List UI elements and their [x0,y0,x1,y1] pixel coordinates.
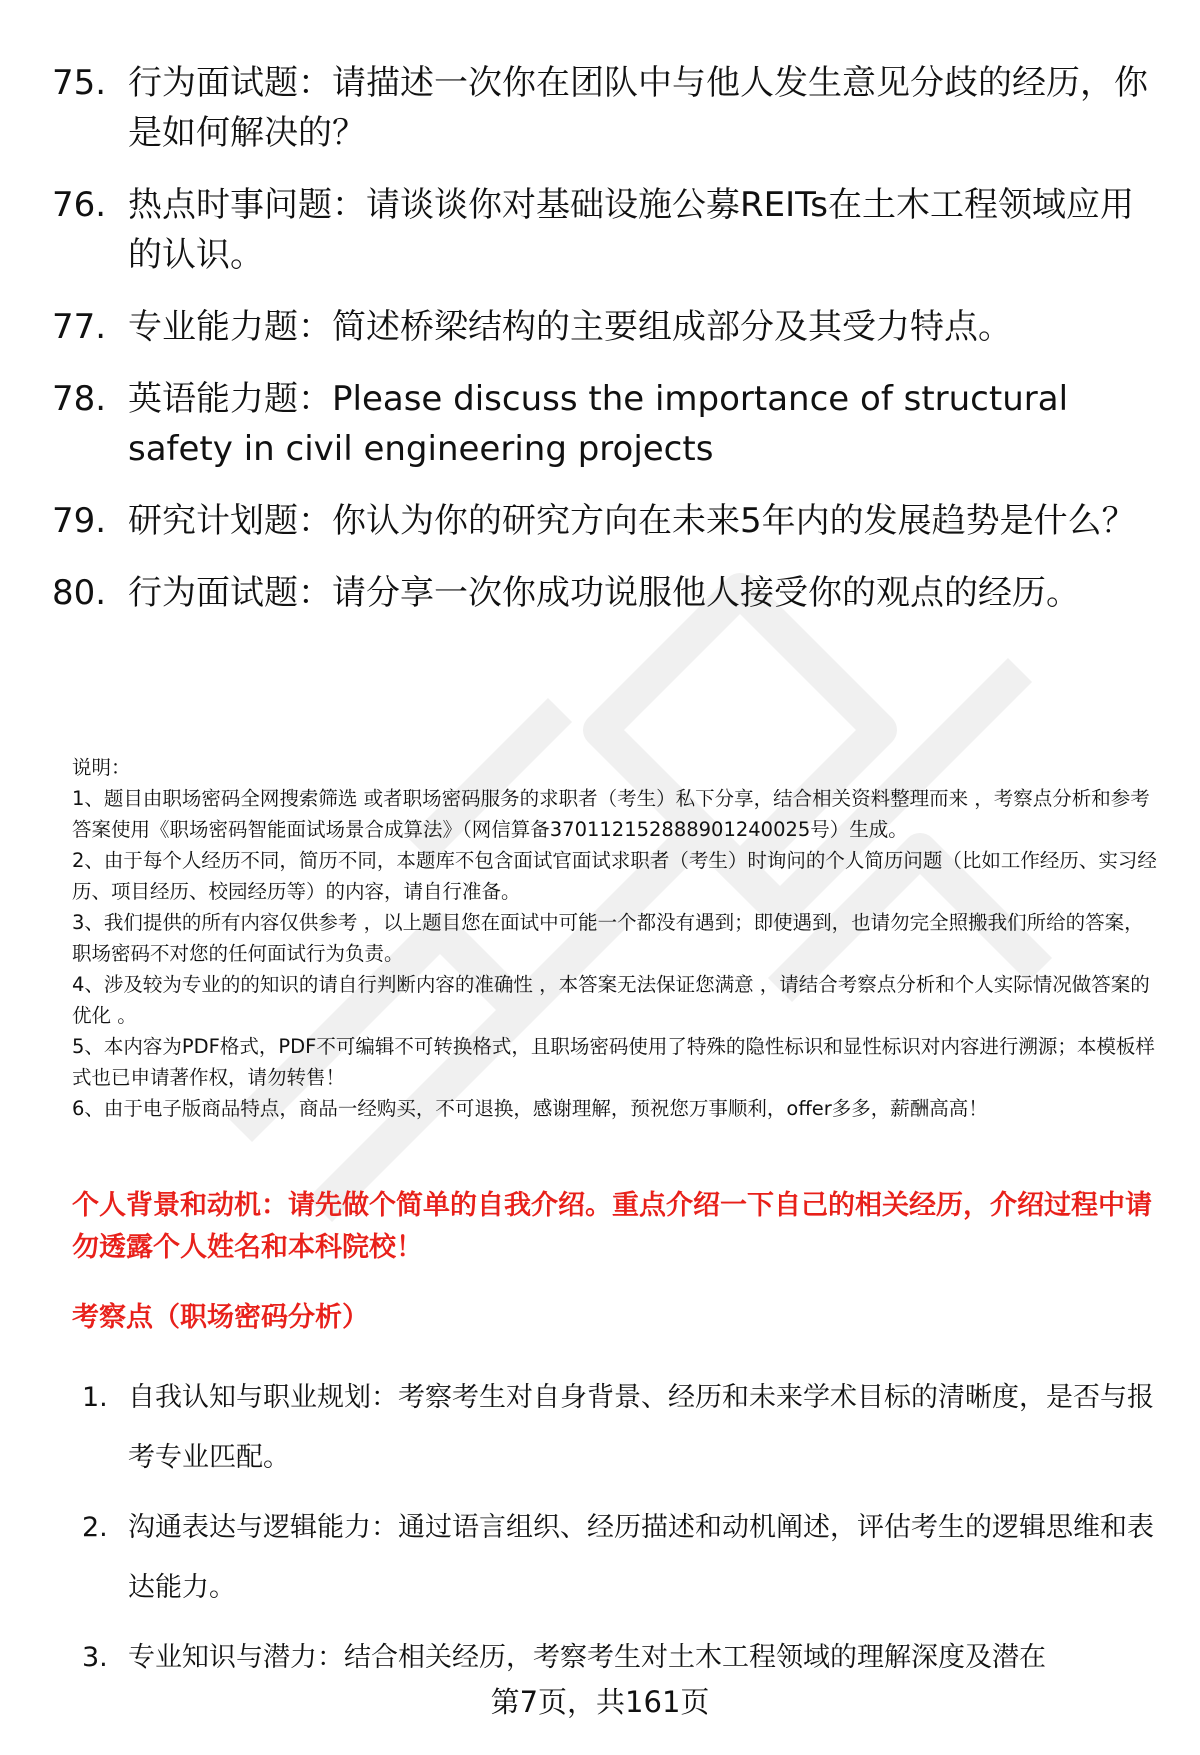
question-text: 英语能力题：Please discuss the importance of structural safety in civil engineering projects [128,379,1069,469]
disclaimer-notes [72,752,1162,1124]
question-number: 80. [52,573,107,613]
question-number: 76. [52,185,107,225]
point-item [82,1498,1162,1618]
question-text: 行为面试题：请分享一次你成功说服他人接受你的观点的经历。 [128,573,1080,613]
note-item: 6、由于电子版商品特点，商品一经购买，不可退换，感谢理解，预祝您万事顺利，offer多多，薪酬高高！ [72,1097,988,1120]
point-item [82,1628,1162,1688]
question-item [52,374,1162,474]
point-item [82,1368,1162,1488]
section-heading: 考察点（职场密码分析） [72,1302,369,1333]
page-footer: 第7页，共161页 [490,1685,710,1719]
point-number: 3. [82,1642,108,1673]
question-number: 75. [52,63,107,103]
question-item [52,302,1162,352]
question-number: 78. [52,379,107,419]
point-text: 专业知识与潜力：结合相关经历，考察考生对土木工程领域的理解深度及潜在 [128,1642,1046,1673]
highlight-question: 个人背景和动机：请先做个简单的自我介绍。重点介绍一下自己的相关经历，介绍过程中请勿透露个人姓名和本科院校！ [72,1190,1152,1263]
note-item: 4、涉及较为专业的的知识的请自行判断内容的准确性 ，本答案无法保证您满意 ，请结合考察点分析和个人实际情况做答案的优化 。 [72,973,1150,1027]
point-number: 2. [82,1512,108,1543]
question-text: 专业能力题：简述桥梁结构的主要组成部分及其受力特点。 [128,307,1012,347]
notes-title: 说明： [72,756,131,779]
question-text: 热点时事问题：请谈谈你对基础设施公募REITs在土木工程领域应用的认识。 [128,185,1134,275]
question-item [52,568,1162,618]
question-item [52,180,1162,280]
question-number: 77. [52,307,107,347]
point-text: 自我认知与职业规划：考察考生对自身背景、经历和未来学术目标的清晰度，是否与报考专业匹配。 [128,1382,1154,1473]
note-item: 2、由于每个人经历不同，简历不同，本题库不包含面试官面试求职者（考生）时询问的个人简历问题（比如工作经历、实习经历、项目经历、校园经历等）的内容，请自行准备。 [72,849,1157,903]
question-text: 行为面试题：请描述一次你在团队中与他人发生意见分歧的经历，你是如何解决的？ [128,63,1148,153]
note-item: 5、本内容为PDF格式，PDF不可编辑不可转换格式，且职场密码使用了特殊的隐性标识和显性标识对内容进行溯源；本模板样式也已申请著作权，请勿转售！ [72,1035,1155,1089]
question-list [52,58,1162,640]
question-item [52,58,1162,158]
point-number: 1. [82,1382,108,1413]
question-text: 研究计划题：你认为你的研究方向在未来5年内的发展趋势是什么？ [128,501,1136,541]
note-item: 1、题目由职场密码全网搜索筛选 或者职场密码服务的求职者（考生）私下分享，结合相关资料整理而来 ，考察点分析和参考答案使用《职场密码智能面试场景合成算法》（网信算备370112152888901240025号）生成。 [72,787,1150,841]
question-number: 79. [52,501,107,541]
question-item [52,496,1162,546]
note-item: 3、我们提供的所有内容仅供参考 ，以上题目您在面试中可能一个都没有遇到；即使遇到，也请勿完全照搬我们所给的答案，职场密码不对您的任何面试行为负责。 [72,911,1144,965]
assessment-points [82,1368,1162,1698]
point-text: 沟通表达与逻辑能力：通过语言组织、经历描述和动机阐述，评估考生的逻辑思维和表达能力。 [128,1512,1154,1603]
